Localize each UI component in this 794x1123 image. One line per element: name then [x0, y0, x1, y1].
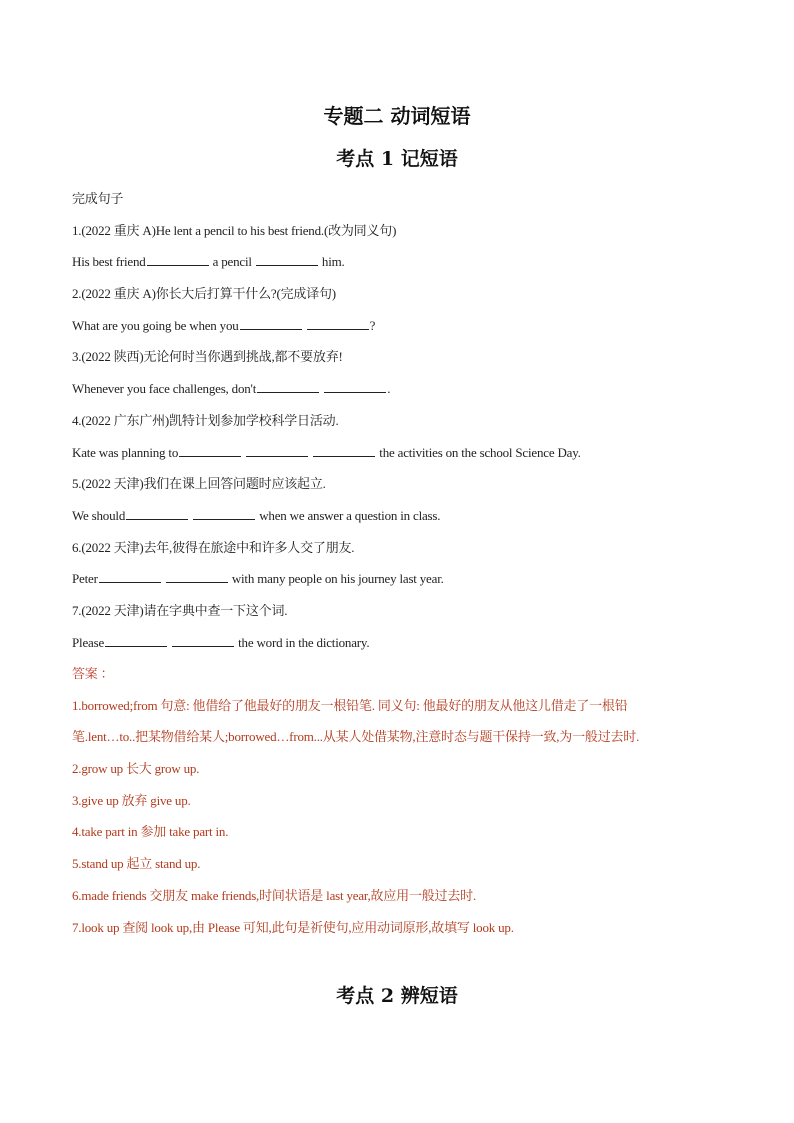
exercise-instruction: 完成句子: [72, 191, 124, 206]
exercise-prompt: 3.(2022 陕西)无论何时当你遇到挑战,都不要放弃!: [72, 349, 343, 365]
answer-line: 5.stand up 起立 stand up.: [72, 856, 201, 872]
exercise-prompt: 2.(2022 重庆 A)你长大后打算干什么?(完成译句): [72, 286, 336, 302]
answer-line: 1.borrowed;from 句意: 他借给了他最好的朋友一根铅笔. 同义句: 他最好的朋友从他这儿借走了一根铅: [72, 697, 628, 713]
sentence-text: His best friend: [72, 254, 146, 270]
sentence-text: [303, 318, 306, 333]
answer-line: 3.give up 放弃 give up.: [72, 792, 191, 808]
exercise-prompt: 5.(2022 天津)我们在课上回答问题时应该起立.: [72, 476, 326, 492]
answer-line: 7.look up 查阅 look up,由 Please 可知,此句是祈使句,应用动词原形,故填写 look up.: [72, 919, 514, 935]
sentence-text: [168, 635, 171, 650]
exercise-sentence: [72, 310, 732, 342]
sentence-text: [162, 571, 165, 586]
answer-blank[interactable]: [147, 253, 209, 266]
answer-blank[interactable]: [257, 380, 319, 393]
sentence-text: a pencil: [209, 254, 255, 270]
answer-blank[interactable]: [99, 570, 161, 583]
sentence-text: [242, 445, 245, 460]
sentence-text: with many people on his journey last year.: [228, 571, 444, 587]
sentence-text: What are you going be when you: [72, 317, 239, 333]
sentence-text: ?: [369, 317, 376, 333]
answer-line: 2.grow up 长大 grow up.: [72, 761, 200, 777]
answer-label: 答案 ：: [72, 666, 114, 681]
answer-blank[interactable]: [313, 444, 375, 457]
sentence-text: Kate was planning to: [72, 444, 179, 460]
answer-blank[interactable]: [105, 634, 167, 647]
answer-blank[interactable]: [256, 253, 318, 266]
answer-blank[interactable]: [307, 317, 369, 330]
answer-blank[interactable]: [126, 507, 188, 520]
exercise-sentence: [72, 373, 732, 405]
exercise-sentence: [72, 627, 732, 659]
answer-blank[interactable]: [193, 507, 255, 520]
section-heading-2: 考点 2 辨短语: [336, 985, 458, 1007]
exercise-sentence: [72, 563, 732, 595]
exercise-prompt: 7.(2022 天津)请在字典中查一下这个词.: [72, 602, 288, 618]
answer-blank[interactable]: [179, 444, 241, 457]
page-title: 专题二 动词短语: [323, 104, 471, 128]
section-heading-1: 考点 1 记短语: [336, 148, 458, 170]
answer-line: 笔.lent…to..把某物借给某人;borrowed…from...从某人处借某物,注意时态与题干保持一致,为一般过去时.: [72, 729, 640, 745]
exercise-sentence: [72, 246, 732, 278]
sentence-text: when we answer a question in class.: [256, 507, 441, 523]
sentence-text: .: [387, 381, 391, 397]
answer-blank[interactable]: [246, 444, 308, 457]
answer-blank[interactable]: [166, 570, 228, 583]
sentence-text: Peter: [72, 571, 98, 587]
exercise-prompt: 1.(2022 重庆 A)He lent a pencil to his best friend.(改为同义句): [72, 222, 397, 238]
answer-blank[interactable]: [324, 380, 386, 393]
answer-key: [72, 658, 732, 943]
exercise-block: [72, 183, 732, 658]
answer-line: 6.made friends 交朋友 make friends,时间状语是 last year,故应用一般过去时.: [72, 887, 477, 903]
sentence-text: him.: [318, 254, 345, 270]
answer-blank[interactable]: [240, 317, 302, 330]
sentence-text: We should: [72, 507, 126, 523]
answer-blank[interactable]: [172, 634, 234, 647]
sentence-text: Whenever you face challenges, don't: [72, 381, 257, 397]
sentence-text: [320, 381, 323, 396]
exercise-sentence: [72, 500, 732, 532]
sentence-text: Please: [72, 634, 105, 650]
answer-line: 4.take part in 参加 take part in.: [72, 824, 229, 840]
sentence-text: the word in the dictionary.: [235, 634, 370, 650]
exercise-prompt: 4.(2022 广东广州)凯特计划参加学校科学日活动.: [72, 412, 339, 428]
exercise-sentence: [72, 437, 732, 469]
sentence-text: [189, 508, 192, 523]
sentence-text: the activities on the school Science Day.: [376, 444, 581, 460]
sentence-text: [309, 445, 312, 460]
exercise-prompt: 6.(2022 天津)去年,彼得在旅途中和许多人交了朋友.: [72, 539, 355, 555]
